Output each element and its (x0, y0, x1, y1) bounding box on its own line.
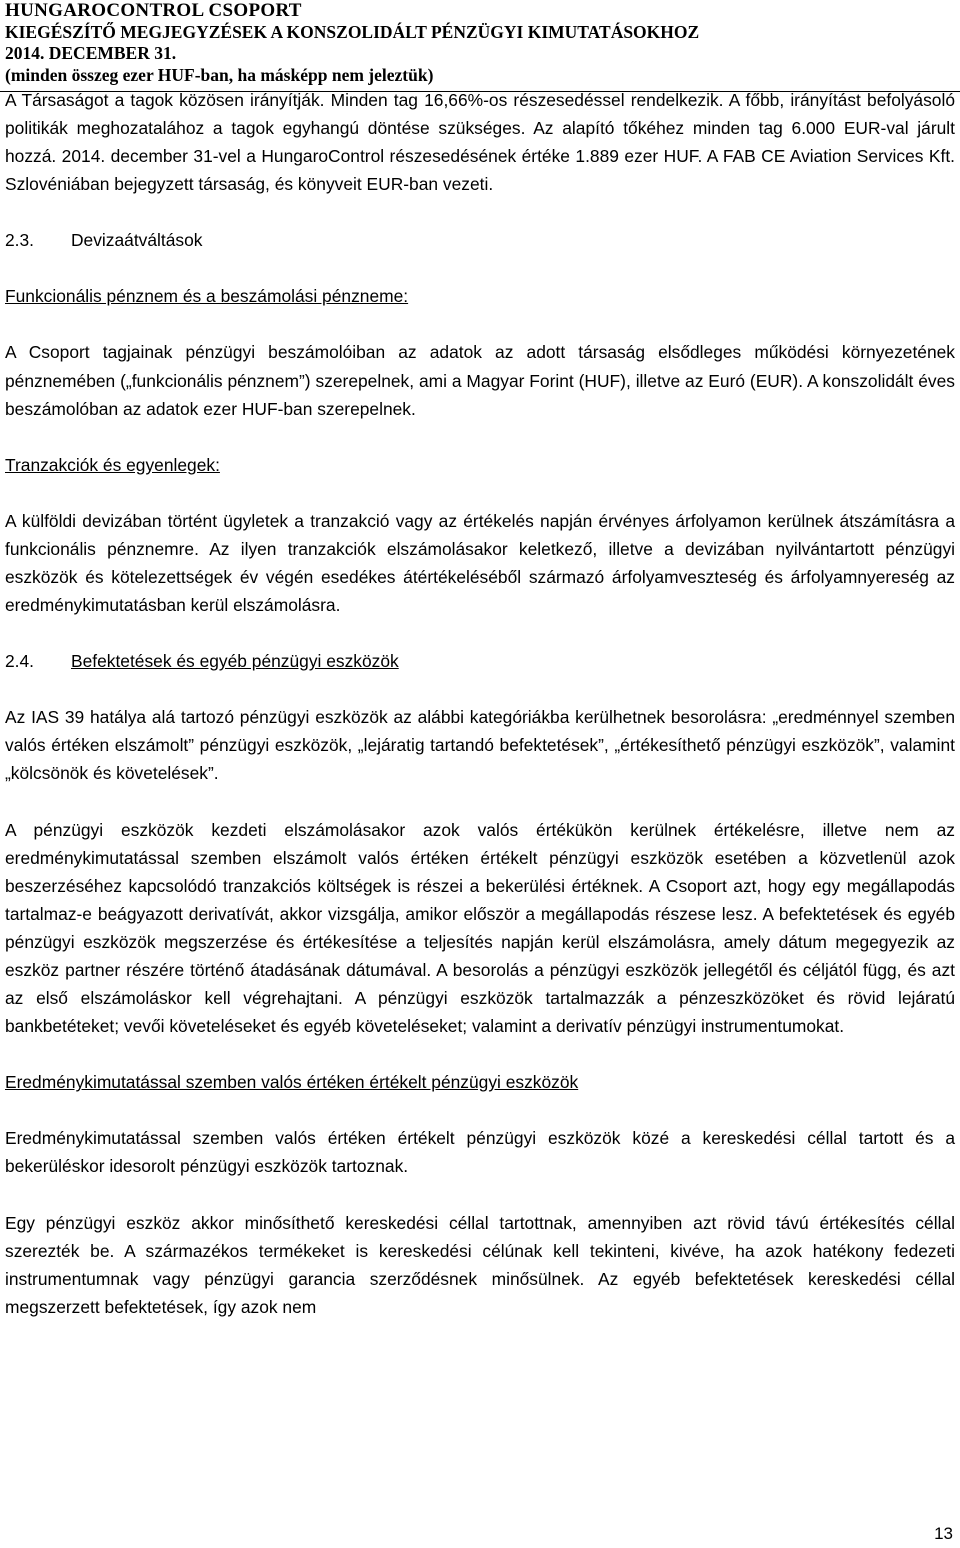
section-heading-2-3 (5, 226, 955, 254)
paragraph-fvtpl-1: Eredménykimutatással szemben valós értéken értékelt pénzügyi eszközök közé a kereskedési céllal tartott és a bekerüléskor idesorolt pénzügyi eszközök tartoznak. (5, 1128, 955, 1177)
paragraph-ias39: Az IAS 39 hatálya alá tartozó pénzügyi eszközök az alábbi kategóriákba kerülhetnek besorolásra: „eredménnyel szemben valós értéken elszámolt” pénzügyi eszközök, „lejáratig tartandó befektetések”, „értékesíthető pénzügyi eszközök”, valamint „kölcsönök és követelések”. (5, 707, 955, 784)
section-number: 2.3. (5, 230, 35, 251)
document-subtitle: KIEGÉSZÍTŐ MEGJEGYZÉSEK A KONSZOLIDÁLT PÉNZÜGYI KIMUTATÁSOKHOZ (5, 21, 700, 42)
paragraph-functional-currency: A Csoport tagjainak pénzügyi beszámolóiban az adatok az adott társaság elsődleges működési környezetének pénznemében („funkcionális pénznem”) szerepelnek, ami a Magyar Forint (HUF), illetve az Euró (EUR). A konszolidált éves beszámolóban az adatok ezer HUF-ban szerepelnek. (5, 342, 955, 419)
company-name: HUNGAROCONTROL CSOPORT (5, 0, 302, 21)
paragraph-transactions: A külföldi devizában történt ügyletek a tranzakció vagy az értékelés napján érvényes árfolyamon kerülnek átszámításra a funkcionális pénznemre. Az ilyen tranzakciók elszámolásakor keletkező, illetve a devizában nyilvántartott pénzügyi eszközök és kötelezettségek év végén esedékes átértékeléséből származó árfolyamveszteség és árfolyamnyereség az eredménykimutatásban kerül elszámolásra. (5, 510, 955, 616)
paragraph-initial-recognition: A pénzügyi eszközök kezdeti elszámolásakor azok valós értékükön kerülnek értékelésre, illetve nem az eredménykimutatással szemben elszámolt valós értéken értékelt pénzügyi eszközök esetében a közvetlenül azok beszerzéséhez kapcsolódó tranzakciós költségek is részei a bekerülési értéknek. A Csoport azt, hogy egy megállapodás tartalmaz-e beágyazott derivatívát, akkor vizsgálja, amikor először a megállapodás részese lesz. A befektetések és egyéb pénzügyi eszközök megszerzése és értékesítése a teljesítés napján kerül elszámolásra, amely dátum megegyezik az eszköz partner részére történő átadásának dátumával. A besorolás a pénzügyi eszközök jellegétől és céljától függ, és azt az első elszámoláskor kell végrehajtani. A pénzügyi eszközök tartalmazzák a pénzeszközöket és rövid lejáratú bankbetéteket; vevői követeléseket és egyéb követeléseket; valamint a derivatív pénzügyi instrumentumokat. (5, 819, 955, 1037)
page-body (5, 86, 955, 1321)
report-date: 2014. DECEMBER 31. (5, 43, 177, 63)
subheading-transactions: Tranzakciók és egyenlegek: (5, 454, 220, 475)
section-number: 2.4. (5, 651, 35, 672)
paragraph-fvtpl-2: Egy pénzügyi eszköz akkor minősíthető kereskedési céllal tartottnak, amennyiben azt rövid távú értékesítés céllal szerezték be. A származékos termékeket is kereskedési célúnak kell tekinteni, kivéve, ha azok hatékony fedezeti instrumentumnak vagy pénzügyi garancia szerződésnek minősülnek. Az egyéb befektetések kereskedési céllal megszerzett befektetések, így azok nem (5, 1212, 955, 1317)
page-number: 13 (934, 1524, 953, 1543)
subheading-fvtpl: Eredménykimutatással szemben valós értéken értékelt pénzügyi eszközök (5, 1072, 579, 1093)
subheading-functional-currency: Funkcionális pénznem és a beszámolási pénzneme: (5, 286, 409, 307)
unit-note: (minden összeg ezer HUF-ban, ha másképp nem jeleztük) (5, 64, 434, 85)
intro-paragraph: A Társaságot a tagok közösen irányítják. Minden tag 16,66%-os részesedéssel rendelkezik. A főbb, irányítást befolyásoló politikák meghozatalához a tagok egyhangú döntése szükséges. Az alapító tőkéhez minden tag 6.000 EUR-val járult hozzá. 2014. december 31-vel a HungaroControl részesedésének értéke 1.889 ezer HUF. A FAB CE Aviation Services Kft. Szlovéniában bejegyzett társaság, és könyveit EUR-ban vezeti. (5, 90, 955, 195)
section-heading-2-4 (5, 647, 955, 675)
section-title: Befektetések és egyéb pénzügyi eszközök (71, 651, 399, 672)
page-header (5, 0, 955, 86)
section-title: Devizaátváltások (71, 230, 203, 251)
